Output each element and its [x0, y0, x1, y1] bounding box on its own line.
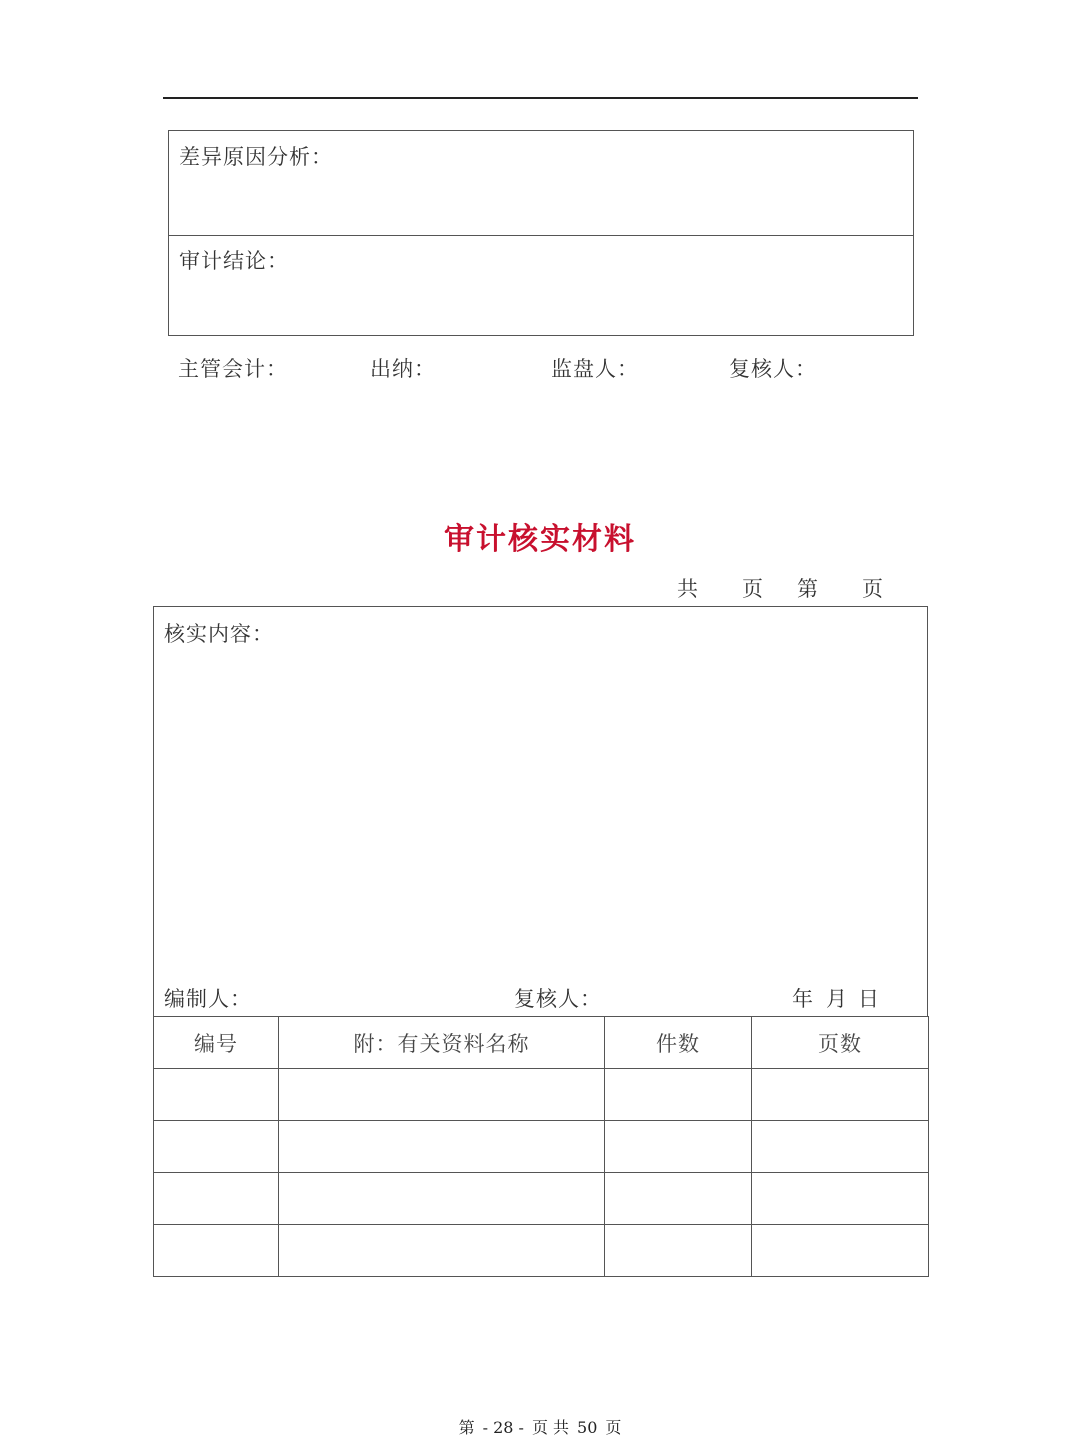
table-cell — [605, 1069, 752, 1121]
column-header-item-count: 件数 — [605, 1017, 752, 1069]
page-counter-pages: 页 — [742, 577, 764, 601]
table-row — [154, 1121, 929, 1173]
table-row — [154, 1069, 929, 1121]
table-cell — [752, 1225, 929, 1277]
analysis-conclusion-box — [168, 130, 914, 336]
table-cell — [752, 1173, 929, 1225]
footer-current-page: - 28 - — [482, 1418, 524, 1437]
date-year: 年 — [792, 987, 814, 1011]
table-cell — [154, 1069, 279, 1121]
variance-analysis-label: 差异原因分析： — [179, 145, 333, 169]
reviewer-label: 复核人： — [729, 357, 817, 381]
table-cell — [154, 1225, 279, 1277]
column-header-page-count: 页数 — [752, 1017, 929, 1069]
section-divider — [169, 235, 913, 236]
column-header-number: 编号 — [154, 1017, 279, 1069]
table-cell — [752, 1121, 929, 1173]
page-footer — [0, 1415, 1080, 1438]
table-cell — [279, 1173, 605, 1225]
table-cell — [605, 1225, 752, 1277]
footer-total-pages: 50 — [577, 1418, 598, 1437]
table-cell — [279, 1225, 605, 1277]
table-cell — [279, 1121, 605, 1173]
page-counter-nth: 第 — [797, 577, 819, 601]
column-header-material-name: 附：有关资料名称 — [279, 1017, 605, 1069]
table-cell — [154, 1121, 279, 1173]
date-day: 日 — [858, 987, 880, 1011]
footer-middle: 页 共 — [531, 1418, 570, 1437]
reviewer-label-2: 复核人： — [514, 987, 602, 1011]
footer-suffix: 页 — [605, 1418, 622, 1437]
table-cell — [605, 1173, 752, 1225]
page-counter-page: 页 — [862, 577, 884, 601]
header-rule — [163, 97, 918, 99]
audit-conclusion-label: 审计结论： — [179, 249, 289, 273]
table-cell — [154, 1173, 279, 1225]
footer-prefix: 第 — [458, 1418, 475, 1437]
table-header-row — [154, 1017, 929, 1069]
page-title: 审计核实材料 — [444, 522, 636, 557]
chief-accountant-label: 主管会计： — [178, 357, 288, 381]
table-cell — [752, 1069, 929, 1121]
cashier-label: 出纳： — [370, 357, 436, 381]
table-cell — [279, 1069, 605, 1121]
table-row — [154, 1173, 929, 1225]
supervisor-label: 监盘人： — [551, 357, 639, 381]
date-month: 月 — [826, 987, 848, 1011]
table-cell — [605, 1121, 752, 1173]
page-counter-total: 共 — [677, 577, 699, 601]
verification-content-label: 核实内容： — [164, 622, 274, 646]
attachments-table — [153, 1016, 929, 1277]
verification-content-box — [153, 606, 928, 1017]
preparer-label: 编制人： — [164, 987, 252, 1011]
table-row — [154, 1225, 929, 1277]
